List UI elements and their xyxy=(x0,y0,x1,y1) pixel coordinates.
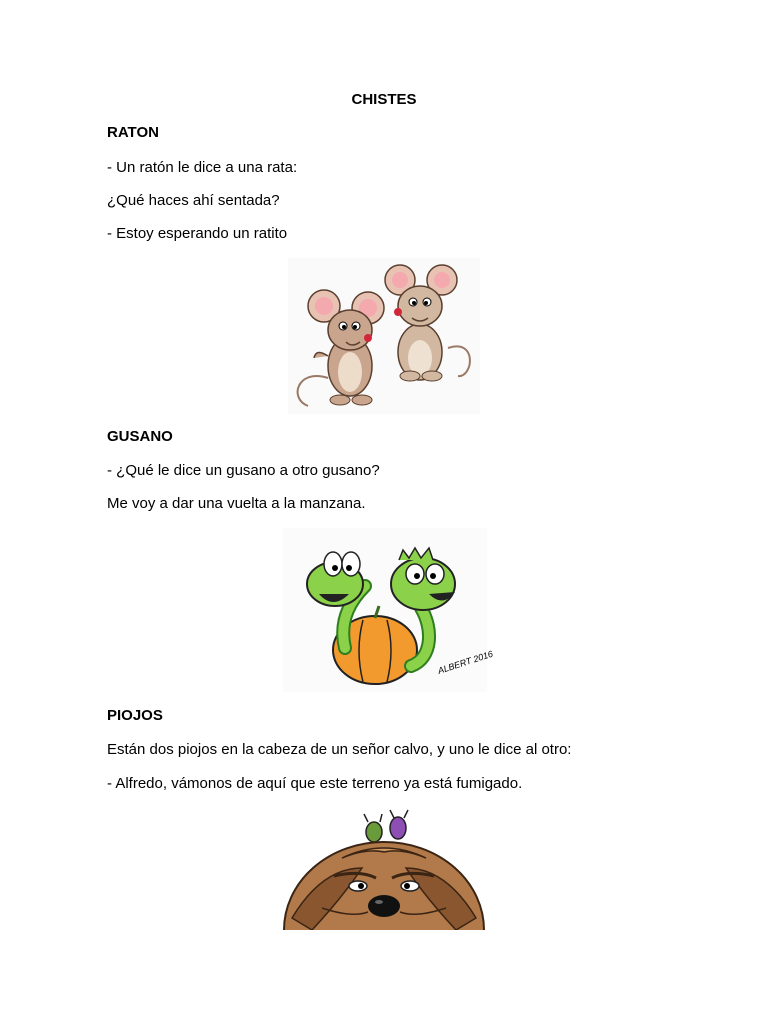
joke-line: - ¿Qué le dice un gusano a otro gusano? xyxy=(107,462,380,479)
section-heading-gusano: GUSANO xyxy=(107,428,173,445)
joke-line: - Un ratón le dice a una rata: xyxy=(107,159,298,176)
section-heading-raton: RATON xyxy=(107,124,159,141)
joke-line: ¿Qué haces ahí sentada? xyxy=(107,192,280,209)
two-mice-illustration xyxy=(288,258,480,414)
document-title: CHISTES xyxy=(351,91,417,108)
lice-on-dog-illustration xyxy=(282,808,486,930)
joke-line: Me voy a dar una vuelta a la manzana. xyxy=(107,495,366,512)
joke-line: - Alfredo, vámonos de aquí que este terreno ya está fumigado. xyxy=(107,775,523,792)
joke-line: Están dos piojos en la cabeza de un señor calvo, y uno le dice al otro: xyxy=(107,741,572,758)
section-heading-piojos: PIOJOS xyxy=(107,707,163,724)
artist-signature: ALBERT 2016 xyxy=(436,648,495,676)
joke-line: - Estoy esperando un ratito xyxy=(107,225,288,242)
worms-pumpkin-illustration xyxy=(283,528,495,692)
